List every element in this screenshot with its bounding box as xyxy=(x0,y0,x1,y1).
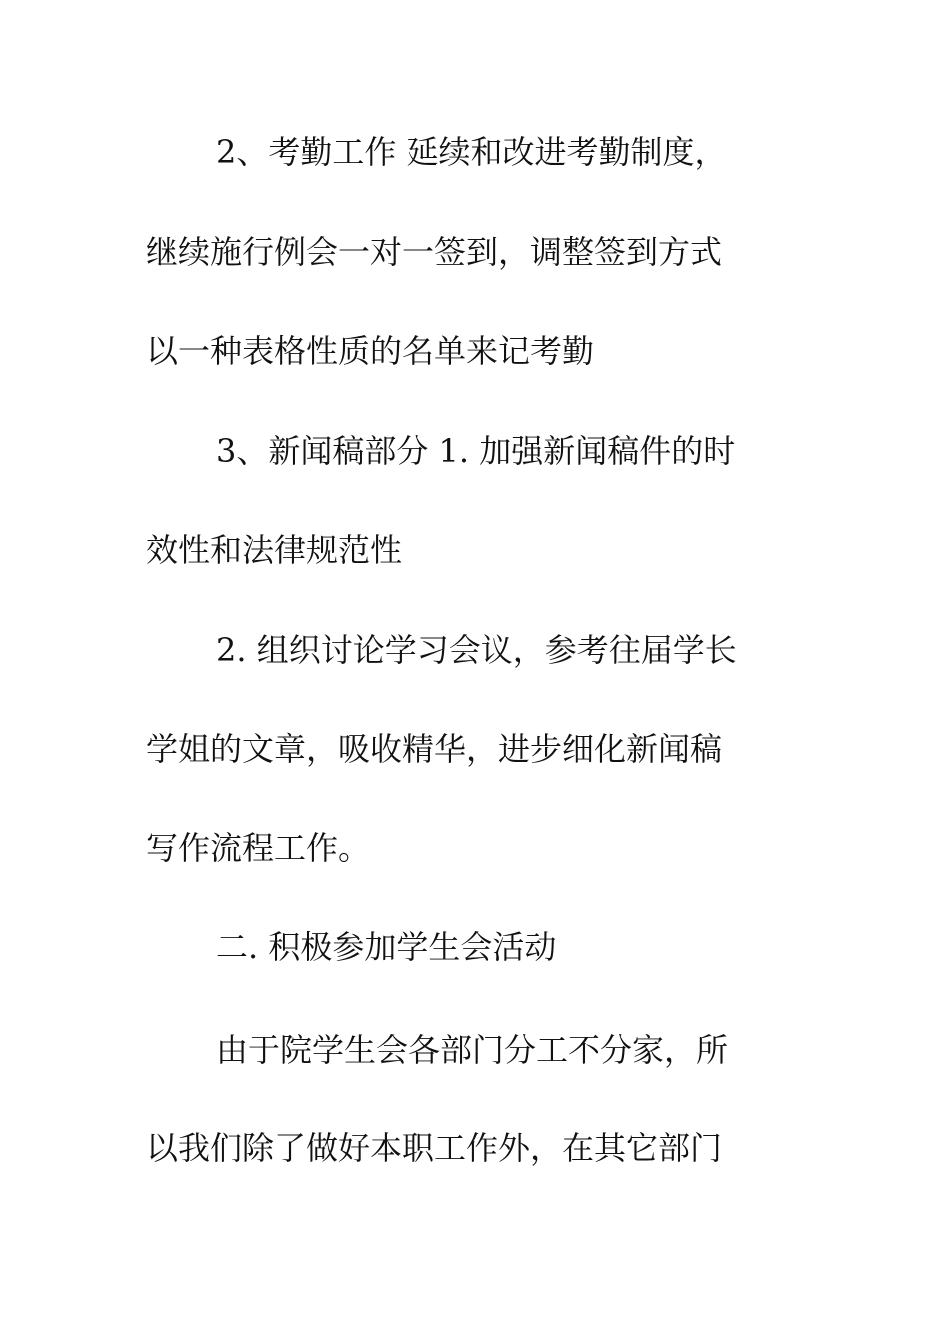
text-line-8: 写作流程工作。 xyxy=(146,829,371,867)
text-line-1: 2、考勤工作 延续和改进考勤制度， xyxy=(216,133,727,171)
text-line-5: 效性和法律规范性 xyxy=(146,531,403,569)
text-line-2: 继续施行例会一对一签到，调整签到方式 xyxy=(146,233,723,271)
text-line-11: 以我们除了做好本职工作外，在其它部门 xyxy=(146,1129,723,1167)
section-heading: 二. 积极参加学生会活动 xyxy=(216,928,557,966)
text-line-3: 以一种表格性质的名单来记考勤 xyxy=(146,332,595,370)
text-line-10: 由于院学生会各部门分工不分家，所 xyxy=(216,1031,729,1069)
text-line-7: 学姐的文章，吸收精华，进步细化新闻稿 xyxy=(146,730,723,768)
text-line-4: 3、新闻稿部分 1. 加强新闻稿件的时 xyxy=(216,432,736,470)
text-line-6: 2. 组织讨论学习会议，参考往届学长 xyxy=(216,631,737,669)
